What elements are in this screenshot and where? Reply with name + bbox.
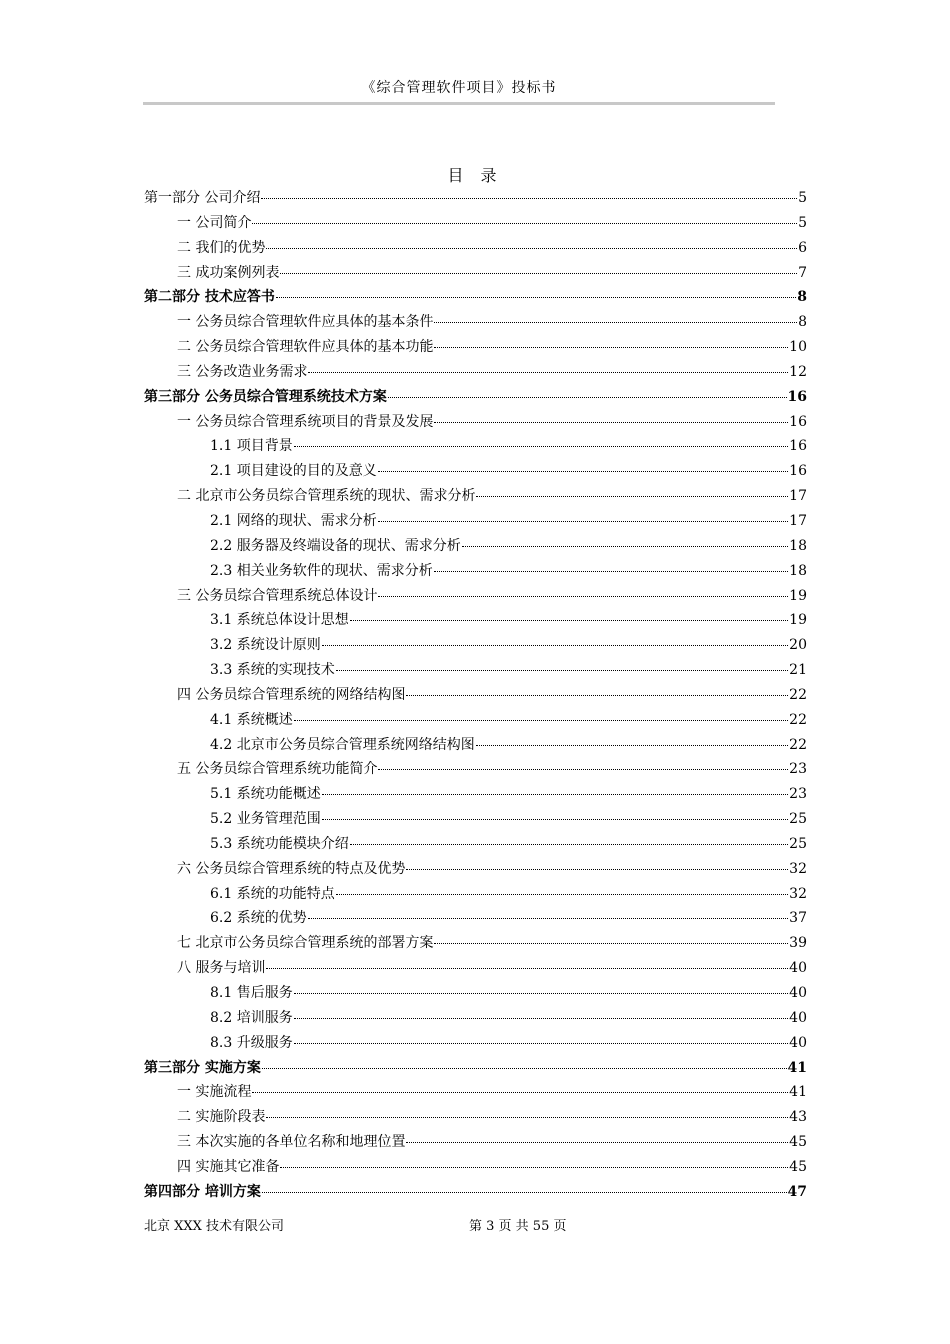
header-divider bbox=[143, 102, 775, 105]
toc-entry[interactable] bbox=[144, 1056, 807, 1081]
toc-entry[interactable] bbox=[144, 584, 807, 609]
toc-entry-page-number: 43 bbox=[789, 1109, 807, 1126]
toc-entry[interactable] bbox=[144, 1180, 807, 1205]
toc-entry-page-number: 25 bbox=[789, 811, 807, 828]
toc-entry-label: 6.2 系统的优势 bbox=[210, 910, 307, 927]
toc-entry-page-number: 17 bbox=[789, 488, 807, 505]
toc-dot-leader bbox=[378, 596, 788, 597]
toc-entry[interactable] bbox=[144, 385, 807, 410]
toc-entry-label: 三 本次实施的各单位名称和地理位置 bbox=[177, 1134, 406, 1151]
toc-entry-label: 8.1 售后服务 bbox=[210, 985, 293, 1001]
toc-entry-label: 四 公务员综合管理系统的网络结构图 bbox=[177, 686, 406, 703]
toc-entry-page-number: 17 bbox=[789, 512, 807, 529]
toc-entry-label: 七 北京市公务员综合管理系统的部署方案 bbox=[177, 935, 434, 952]
toc-entry-label: 1.1 项目背景 bbox=[210, 438, 293, 455]
toc-entry-page-number: 8 bbox=[797, 289, 807, 306]
toc-dot-leader bbox=[434, 943, 788, 944]
toc-entry-page-number: 5 bbox=[798, 190, 807, 206]
toc-entry-page-number: 45 bbox=[789, 1158, 807, 1175]
toc-dot-leader bbox=[294, 720, 788, 721]
toc-dot-leader bbox=[378, 521, 788, 522]
page-header-title: 《综合管理软件项目》投标书 bbox=[361, 80, 557, 96]
toc-entry[interactable] bbox=[144, 807, 807, 832]
toc-entry-page-number: 19 bbox=[789, 612, 807, 629]
toc-dot-leader bbox=[322, 794, 788, 795]
toc-entry-page-number: 21 bbox=[789, 662, 807, 679]
toc-entry[interactable] bbox=[144, 434, 807, 459]
toc-entry-page-number: 32 bbox=[789, 885, 807, 902]
toc-entry-label: 一 公司简介 bbox=[177, 214, 252, 231]
toc-entry-label: 二 我们的优势 bbox=[177, 239, 266, 256]
toc-dot-leader bbox=[434, 571, 788, 572]
toc-entry-page-number: 16 bbox=[789, 463, 807, 480]
toc-dot-leader bbox=[294, 446, 788, 447]
toc-dot-leader bbox=[350, 620, 788, 621]
toc-entry-label: 三 公务改造业务需求 bbox=[177, 363, 308, 380]
toc-entry[interactable] bbox=[144, 1031, 807, 1056]
toc-entry-page-number: 40 bbox=[789, 1009, 807, 1026]
toc-entry[interactable] bbox=[144, 906, 807, 931]
toc-entry-label: 一 公务员综合管理系统项目的背景及发展 bbox=[177, 413, 434, 430]
toc-entry-label: 五 公务员综合管理系统功能简介 bbox=[177, 761, 378, 778]
toc-entry[interactable] bbox=[144, 832, 807, 857]
toc-entry[interactable] bbox=[144, 683, 807, 708]
toc-dot-leader bbox=[266, 248, 797, 249]
toc-dot-leader bbox=[262, 1192, 787, 1193]
toc-dot-leader bbox=[378, 769, 788, 770]
toc-entry[interactable] bbox=[144, 931, 807, 956]
toc-entry-page-number: 41 bbox=[789, 1084, 807, 1101]
toc-entry-page-number: 22 bbox=[789, 736, 807, 753]
toc-entry-label: 六 公务员综合管理系统的特点及优势 bbox=[177, 860, 406, 877]
toc-entry-label: 二 北京市公务员综合管理系统的现状、需求分析 bbox=[177, 488, 476, 505]
toc-entry[interactable] bbox=[144, 633, 807, 658]
toc-entry-label: 第一部分 公司介绍 bbox=[144, 190, 261, 206]
toc-entry-label: 第四部分 培训方案 bbox=[144, 1183, 261, 1200]
toc-dot-leader bbox=[252, 1092, 788, 1093]
toc-entry-label: 三 成功案例列表 bbox=[177, 264, 280, 281]
toc-entry-label: 第二部分 技术应答书 bbox=[144, 289, 275, 306]
toc-dot-leader bbox=[262, 1068, 787, 1069]
toc-entry-label: 一 实施流程 bbox=[177, 1084, 252, 1101]
toc-entry[interactable] bbox=[144, 857, 807, 882]
toc-dot-leader bbox=[322, 819, 788, 820]
toc-dot-leader bbox=[434, 322, 797, 323]
toc-dot-leader bbox=[266, 968, 788, 969]
toc-dot-leader bbox=[388, 397, 787, 398]
toc-entry-page-number: 40 bbox=[789, 985, 807, 1001]
table-of-contents bbox=[144, 186, 807, 1205]
toc-dot-leader bbox=[276, 297, 796, 298]
toc-entry-page-number: 16 bbox=[787, 388, 807, 405]
toc-entry[interactable] bbox=[144, 186, 807, 211]
toc-dot-leader bbox=[308, 372, 788, 373]
toc-entry-label: 3.2 系统设计原则 bbox=[210, 637, 321, 654]
toc-entry[interactable] bbox=[144, 484, 807, 509]
toc-entry-page-number: 5 bbox=[798, 214, 807, 231]
toc-entry-page-number: 37 bbox=[789, 910, 807, 927]
toc-entry[interactable] bbox=[144, 534, 807, 559]
toc-dot-leader bbox=[280, 273, 797, 274]
toc-entry-label: 一 公务员综合管理软件应具体的基本条件 bbox=[177, 314, 434, 331]
toc-dot-leader bbox=[336, 670, 788, 671]
toc-entry-page-number: 6 bbox=[798, 239, 807, 256]
toc-entry-page-number: 23 bbox=[789, 786, 807, 803]
toc-entry-label: 5.1 系统功能概述 bbox=[210, 786, 321, 803]
toc-dot-leader bbox=[406, 1142, 788, 1143]
toc-entry-page-number: 41 bbox=[787, 1059, 807, 1076]
toc-dot-leader bbox=[266, 1117, 788, 1118]
toc-dot-leader bbox=[261, 198, 797, 199]
toc-entry[interactable] bbox=[144, 882, 807, 907]
toc-entry-label: 3.3 系统的实现技术 bbox=[210, 662, 335, 679]
footer-page-info: 第 3 页 共 55 页 bbox=[469, 1219, 567, 1234]
toc-dot-leader bbox=[252, 223, 797, 224]
toc-entry[interactable] bbox=[144, 211, 807, 236]
toc-entry[interactable] bbox=[144, 733, 807, 758]
toc-entry[interactable] bbox=[144, 459, 807, 484]
toc-entry-page-number: 8 bbox=[798, 314, 807, 331]
toc-entry-label: 5.2 业务管理范围 bbox=[210, 811, 321, 828]
toc-entry-page-number: 18 bbox=[789, 537, 807, 554]
toc-entry-label: 第三部分 公务员综合管理系统技术方案 bbox=[144, 388, 387, 405]
toc-entry-page-number: 40 bbox=[789, 960, 807, 977]
toc-dot-leader bbox=[406, 869, 788, 870]
toc-entry[interactable] bbox=[144, 956, 807, 981]
toc-dot-leader bbox=[294, 1018, 788, 1019]
toc-entry-page-number: 22 bbox=[789, 711, 807, 728]
toc-entry-page-number: 22 bbox=[789, 686, 807, 703]
toc-entry[interactable] bbox=[144, 261, 807, 286]
toc-entry-label: 4.1 系统概述 bbox=[210, 711, 293, 728]
toc-entry-page-number: 39 bbox=[789, 935, 807, 952]
toc-entry-page-number: 45 bbox=[789, 1134, 807, 1151]
toc-entry-label: 6.1 系统的功能特点 bbox=[210, 885, 335, 902]
toc-dot-leader bbox=[476, 496, 788, 497]
toc-entry[interactable] bbox=[144, 335, 807, 360]
toc-entry[interactable] bbox=[144, 1080, 807, 1105]
footer-company: 北京 XXX 技术有限公司 bbox=[144, 1219, 285, 1234]
toc-entry-label: 2.1 网络的现状、需求分析 bbox=[210, 512, 377, 529]
toc-title: 目 录 bbox=[447, 166, 503, 185]
toc-entry[interactable] bbox=[144, 236, 807, 261]
toc-dot-leader bbox=[476, 745, 788, 746]
toc-entry-label: 8.3 升级服务 bbox=[210, 1034, 293, 1051]
toc-entry-label: 第三部分 实施方案 bbox=[144, 1059, 261, 1076]
toc-entry[interactable] bbox=[144, 1006, 807, 1031]
toc-dot-leader bbox=[280, 1167, 788, 1168]
toc-dot-leader bbox=[406, 695, 788, 696]
toc-entry-label: 2.3 相关业务软件的现状、需求分析 bbox=[210, 562, 433, 579]
toc-entry-page-number: 40 bbox=[789, 1034, 807, 1051]
toc-entry-page-number: 16 bbox=[789, 438, 807, 455]
toc-entry-label: 2.2 服务器及终端设备的现状、需求分析 bbox=[210, 537, 461, 554]
toc-entry-label: 8.2 培训服务 bbox=[210, 1009, 293, 1026]
toc-entry[interactable] bbox=[144, 1130, 807, 1155]
toc-entry-label: 三 公务员综合管理系统总体设计 bbox=[177, 587, 378, 604]
toc-entry[interactable] bbox=[144, 757, 807, 782]
toc-dot-leader bbox=[336, 894, 788, 895]
toc-entry-page-number: 16 bbox=[789, 413, 807, 430]
toc-entry-label: 4.2 北京市公务员综合管理系统网络结构图 bbox=[210, 736, 475, 753]
toc-entry[interactable] bbox=[144, 658, 807, 683]
toc-entry[interactable] bbox=[144, 981, 807, 1006]
toc-entry-label: 2.1 项目建设的目的及意义 bbox=[210, 463, 377, 480]
toc-dot-leader bbox=[378, 471, 788, 472]
toc-entry-label: 3.1 系统总体设计思想 bbox=[210, 612, 349, 629]
toc-entry[interactable] bbox=[144, 310, 807, 335]
toc-entry-page-number: 12 bbox=[789, 363, 807, 380]
toc-entry-label: 二 实施阶段表 bbox=[177, 1109, 266, 1126]
toc-entry-page-number: 19 bbox=[789, 587, 807, 604]
toc-entry-page-number: 7 bbox=[798, 264, 807, 281]
toc-entry[interactable] bbox=[144, 509, 807, 534]
toc-entry-page-number: 47 bbox=[787, 1183, 807, 1200]
toc-dot-leader bbox=[462, 546, 788, 547]
toc-dot-leader bbox=[350, 844, 788, 845]
toc-entry[interactable] bbox=[144, 285, 807, 310]
toc-dot-leader bbox=[294, 993, 788, 994]
toc-entry-page-number: 18 bbox=[789, 562, 807, 579]
toc-entry-label: 四 实施其它准备 bbox=[177, 1158, 280, 1175]
toc-dot-leader bbox=[308, 918, 788, 919]
toc-dot-leader bbox=[434, 347, 788, 348]
toc-entry[interactable] bbox=[144, 608, 807, 633]
toc-entry-label: 八 服务与培训 bbox=[177, 960, 266, 977]
toc-entry-page-number: 10 bbox=[789, 339, 807, 356]
toc-entry[interactable] bbox=[144, 559, 807, 584]
toc-entry-label: 5.3 系统功能模块介绍 bbox=[210, 835, 349, 852]
toc-dot-leader bbox=[434, 422, 788, 423]
toc-entry-page-number: 25 bbox=[789, 835, 807, 852]
toc-entry[interactable] bbox=[144, 410, 807, 435]
toc-entry[interactable] bbox=[144, 360, 807, 385]
toc-entry[interactable] bbox=[144, 782, 807, 807]
toc-entry-page-number: 23 bbox=[789, 761, 807, 778]
toc-entry-page-number: 32 bbox=[789, 860, 807, 877]
toc-entry-page-number: 20 bbox=[789, 637, 807, 654]
toc-entry-label: 二 公务员综合管理软件应具体的基本功能 bbox=[177, 339, 434, 356]
toc-dot-leader bbox=[322, 645, 788, 646]
toc-entry[interactable] bbox=[144, 708, 807, 733]
toc-dot-leader bbox=[294, 1043, 788, 1044]
toc-entry[interactable] bbox=[144, 1105, 807, 1130]
toc-entry[interactable] bbox=[144, 1155, 807, 1180]
